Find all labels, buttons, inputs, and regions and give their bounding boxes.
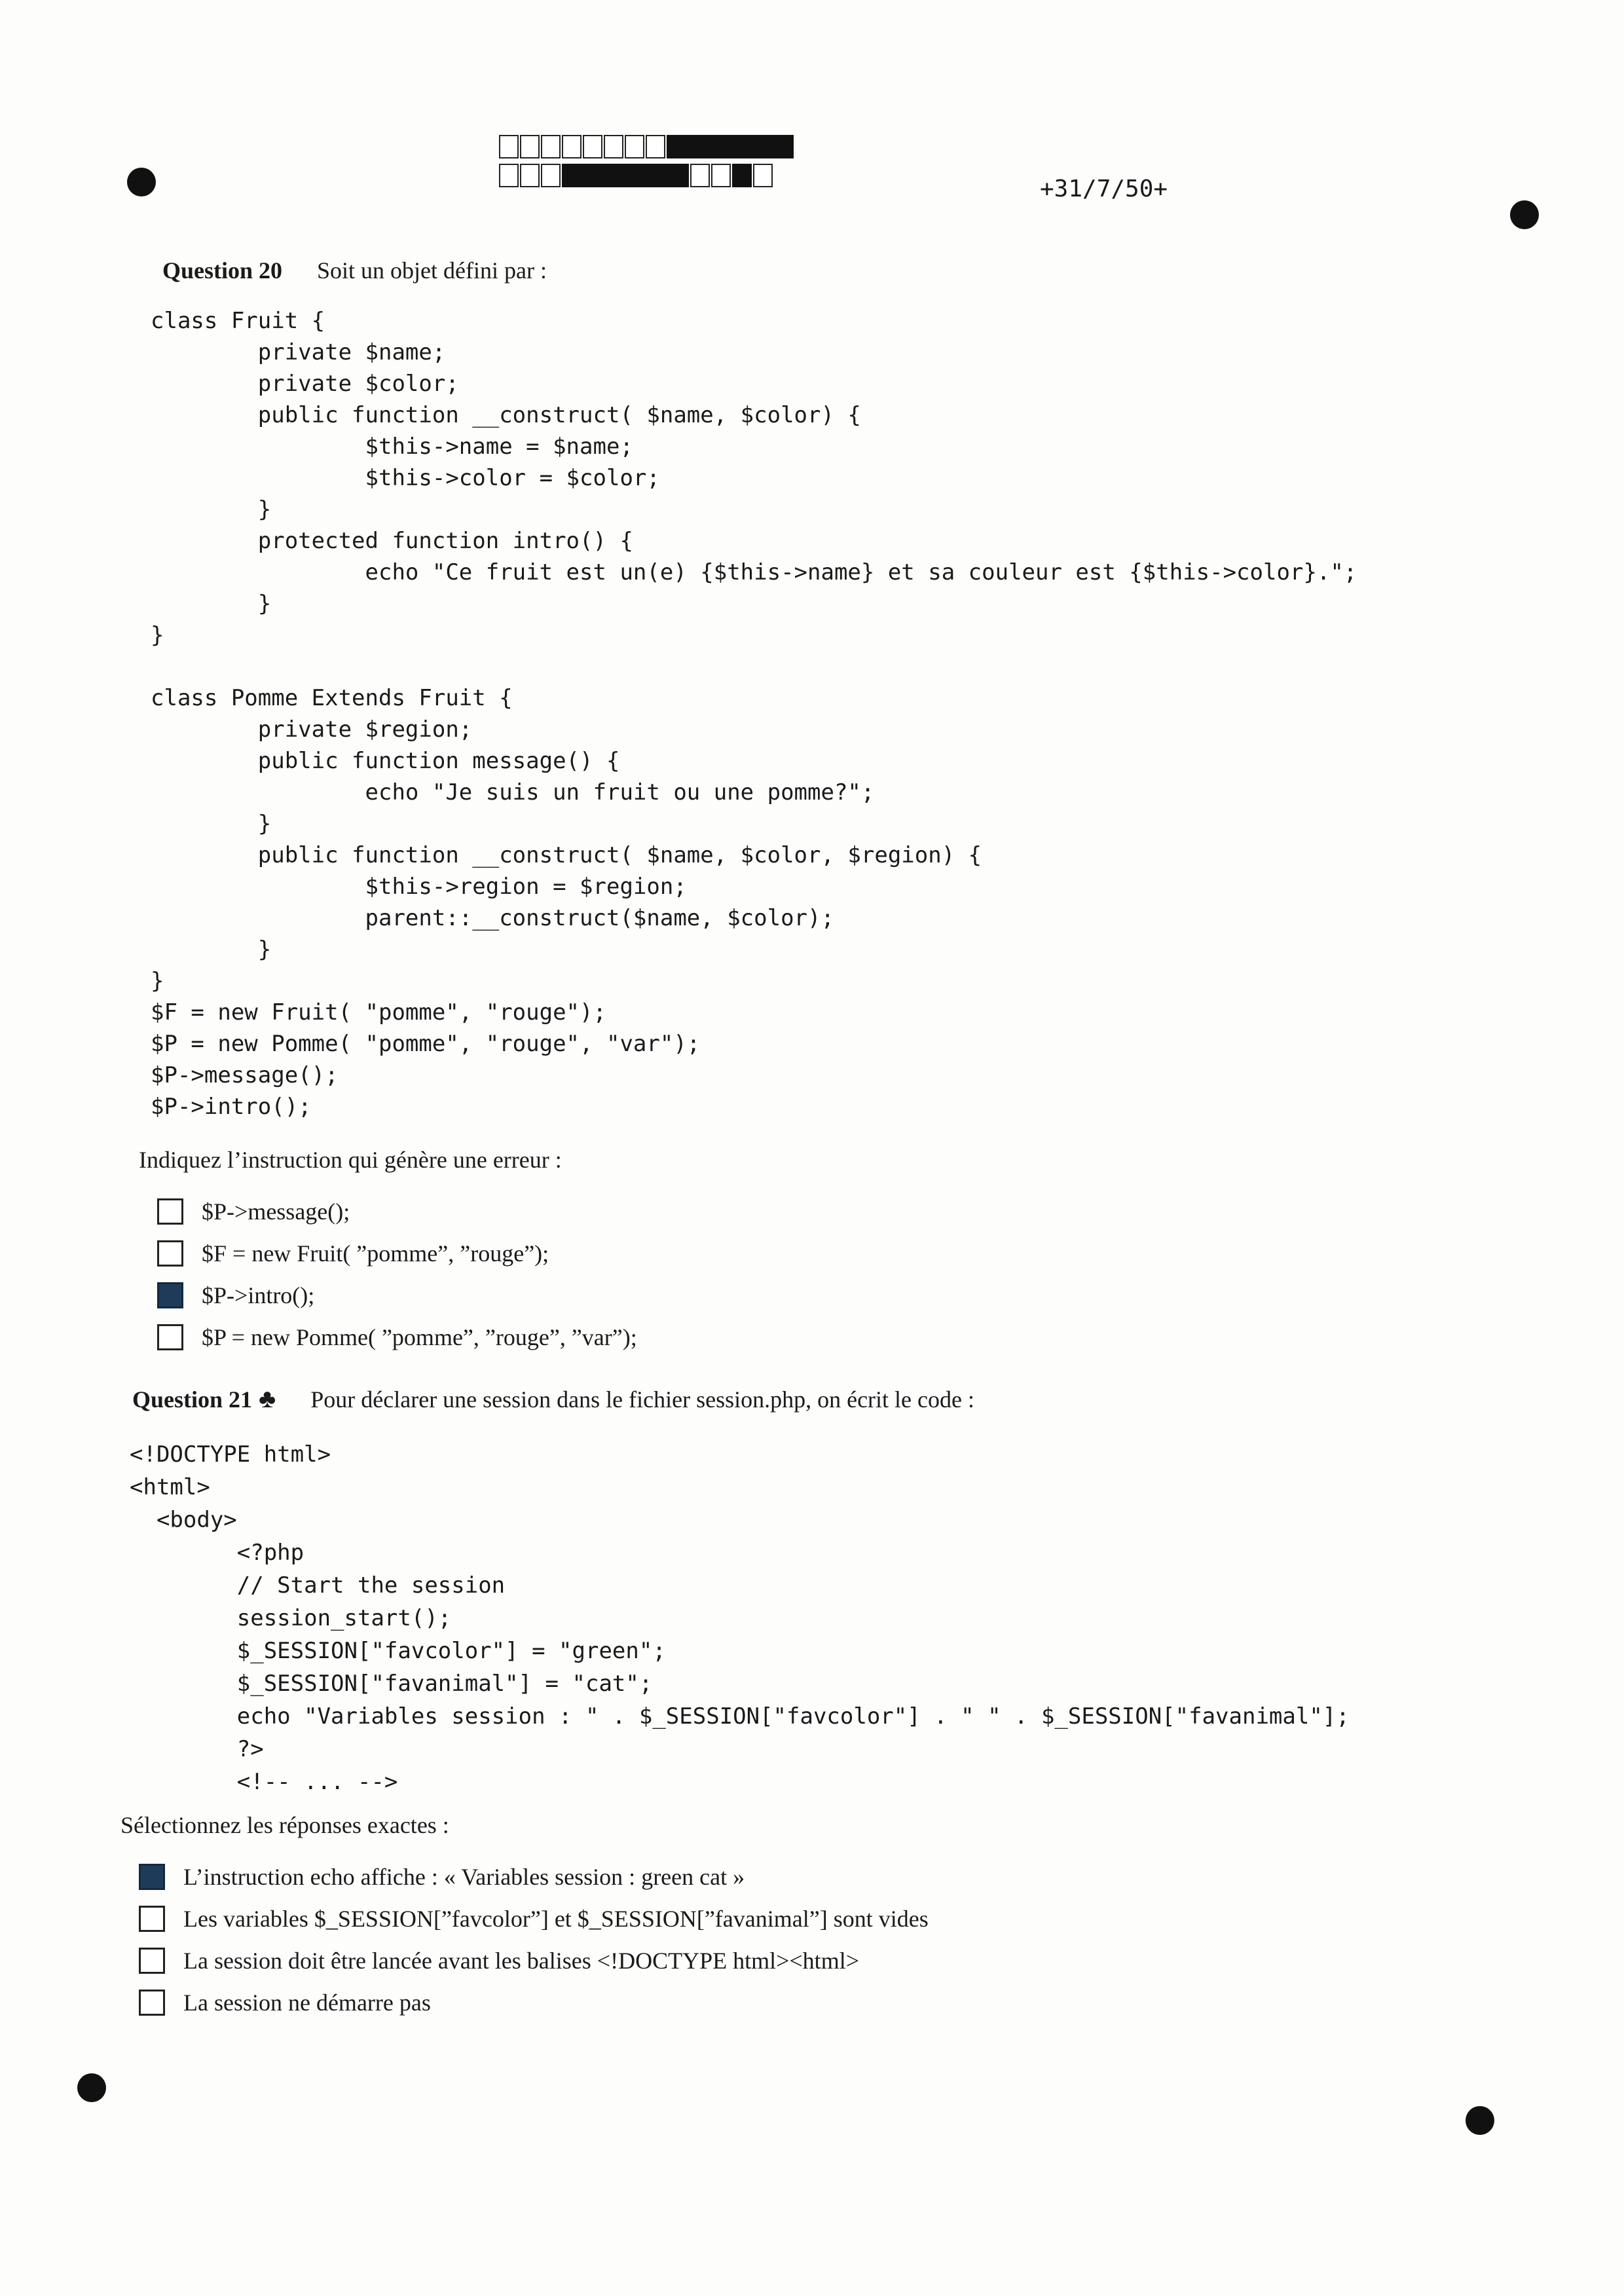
q20-instruction: Indiquez l’instruction qui génère une erreur :: [139, 1147, 562, 1173]
answer-option[interactable]: Les variables $_SESSION[”favcolor”] et $_SESSION[”favanimal”] sont vides: [139, 1898, 929, 1940]
question-number: Question 21 ♣: [132, 1384, 276, 1413]
checkbox-checked[interactable]: [157, 1282, 183, 1308]
checkbox-checked[interactable]: [139, 1864, 165, 1890]
checkbox[interactable]: [157, 1324, 183, 1350]
q21-code-block: <!DOCTYPE html> <html> <body> <?php // Start the session session_start(); $_SESSION["favcolor"] = "green"; $_SESSION["favanimal"] = "cat"; echo "Variables session : " . $_SESSION["favcolor"] . " " . $_SESSION["favanimal"]; ?> <!-- ... -->: [130, 1441, 1350, 1795]
answer-option[interactable]: $F = new Fruit( ”pomme”, ”rouge”);: [157, 1232, 637, 1274]
checkbox[interactable]: [139, 1906, 165, 1932]
checkbox[interactable]: [139, 1948, 165, 1974]
answer-option[interactable]: La session ne démarre pas: [139, 1982, 929, 2024]
checkbox[interactable]: [139, 1990, 165, 2016]
question-prompt: Soit un objet défini par :: [317, 257, 547, 284]
q21-answer-list: [139, 1856, 929, 2024]
answer-option[interactable]: $P = new Pomme( ”pomme”, ”rouge”, ”var”);: [157, 1316, 637, 1358]
question-number: Question 20: [162, 257, 283, 284]
registration-mark: [1466, 2106, 1494, 2135]
student-id-row-2: [499, 164, 797, 187]
club-icon: ♣: [259, 1384, 276, 1413]
sheet-id: +31/7/50+: [1040, 176, 1168, 202]
checkbox[interactable]: [157, 1240, 183, 1267]
answer-option[interactable]: L’instruction echo affiche : « Variables session : green cat »: [139, 1856, 929, 1898]
registration-mark: [127, 168, 156, 196]
checkbox[interactable]: [157, 1198, 183, 1225]
question-20-header: [162, 257, 547, 284]
registration-mark: [77, 2073, 106, 2102]
answer-option[interactable]: $P->message();: [157, 1191, 637, 1232]
question-prompt: Pour déclarer une session dans le fichier session.php, on écrit le code :: [310, 1386, 974, 1413]
answer-option[interactable]: $P->intro();: [157, 1274, 637, 1316]
q20-answer-list: [157, 1191, 637, 1358]
q20-code-block: class Fruit { private $name; private $color; public function __construct( $name, $color) { $this->name = $name; $this->color = $color; } protected function intro() { echo "Ce fruit est un(e) {$this->name} et sa couleur est {$this->color}."; } } class Pomme Extends Fruit { private $region; public function message() { echo "Je suis un fruit ou une pomme?"; } public function __construct( $name, $color, $region) { $this->region = $region; parent::__construct($name, $color); } } $F = new Fruit( "pomme", "rouge"); $P = new Pomme( "pomme", "rouge", "var"); $P->message(); $P->intro();: [151, 308, 1357, 1120]
answer-option[interactable]: La session doit être lancée avant les balises <!DOCTYPE html><html>: [139, 1940, 929, 1982]
question-21-header: [132, 1383, 974, 1414]
registration-mark: [1510, 200, 1539, 229]
q21-instruction: Sélectionnez les réponses exactes :: [120, 1812, 449, 1838]
student-id-row-1: [499, 135, 797, 158]
